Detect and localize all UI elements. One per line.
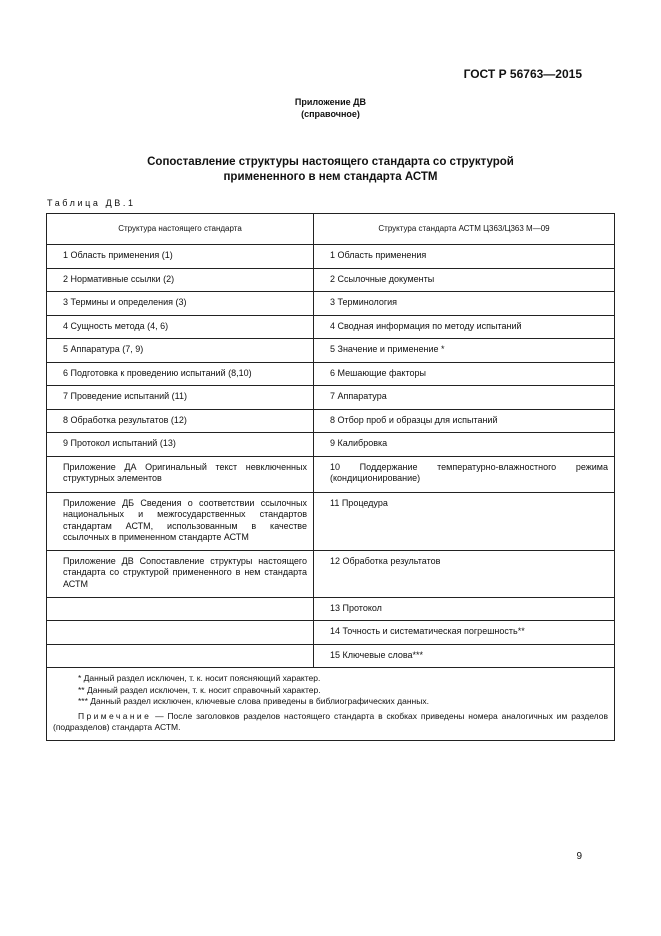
page-title (0, 155, 661, 185)
table-cell-right: 5 Значение и применение * (314, 339, 615, 363)
footnote: ** Данный раздел исключен, т. к. носит справочный характер. (78, 684, 321, 695)
table-row (47, 433, 615, 457)
note-text: — После заголовков разделов настоящего стандарта в скобках приведены номера аналогичных им разделов (подразделов) стандарта АСТМ. (53, 710, 608, 732)
table-label: Таблица ДВ.1 (47, 198, 136, 208)
table-cell-left: 3 Термины и определения (3) (47, 292, 314, 316)
table-cell-right: 8 Отбор проб и образцы для испытаний (314, 409, 615, 433)
table-cell-left: 7 Проведение испытаний (11) (47, 386, 314, 410)
page-number: 9 (576, 851, 582, 862)
table-row (47, 456, 615, 492)
appendix-heading (0, 96, 661, 120)
table-notes-row (47, 668, 615, 741)
table-cell-left: Приложение ДВ Сопоставление структуры настоящего стандарта со структурой примененного в нем стандарта АСТМ (47, 550, 314, 597)
table-header-row (47, 214, 615, 245)
footnote: *** Данный раздел исключен, ключевые слова приведены в библиографических данных. (78, 696, 429, 706)
column-header-national: Структура настоящего стандарта (47, 214, 314, 245)
table-cell-left: 1 Область применения (1) (47, 245, 314, 269)
table-cell-right: 10 Поддержание температурно-влажностного режима (кондиционирование) (314, 456, 615, 492)
table-cell-right: 11 Процедура (314, 492, 615, 550)
table-cell-left: Приложение ДБ Сведения о соответствии ссылочных национальных и межгосударственных стандартов стандартам АСТМ, использованным в качестве ссылочных в примененном стандарте АСТМ (47, 492, 314, 550)
table-row (47, 245, 615, 269)
table-cell-right: 12 Обработка результатов (314, 550, 615, 597)
note-label: Примечание (78, 710, 152, 721)
table-cell-left (47, 597, 314, 621)
table-cell-right: 7 Аппаратура (314, 386, 615, 410)
table-cell-right: 3 Терминология (314, 292, 615, 316)
appendix-title: Приложение ДВ (294, 97, 367, 107)
table-cell-left: 4 Сущность метода (4, 6) (47, 315, 314, 339)
table-row (47, 339, 615, 363)
table-cell-left: 6 Подготовка к проведению испытаний (8,10) (47, 362, 314, 386)
footnote: * Данный раздел исключен, т. к. носит поясняющий характер. (78, 673, 321, 683)
appendix-subtitle: (справочное) (301, 109, 360, 119)
table-cell-right: 14 Точность и систематическая погрешность** (314, 621, 615, 645)
table-row (47, 597, 615, 621)
table-cell-left (47, 644, 314, 668)
page-title-line1: Сопоставление структуры настоящего стандарта со структурой (147, 156, 514, 168)
table-cell-left (47, 621, 314, 645)
column-header-astm: Структура стандарта АСТМ Ц363/Ц363 М—09 (314, 214, 615, 245)
table-cell-left: 8 Обработка результатов (12) (47, 409, 314, 433)
table-cell-left: 2 Нормативные ссылки (2) (47, 268, 314, 292)
table-cell-left: 5 Аппаратура (7, 9) (47, 339, 314, 363)
table-cell-right: 2 Ссылочные документы (314, 268, 615, 292)
table-cell-right: 13 Протокол (314, 597, 615, 621)
table-cell-left: Приложение ДА Оригинальный текст невключенных структурных элементов (47, 456, 314, 492)
table-row (47, 268, 615, 292)
table-row (47, 292, 615, 316)
table-cell-right: 6 Мешающие факторы (314, 362, 615, 386)
table-row (47, 492, 615, 550)
document-code: ГОСТ Р 56763—2015 (463, 67, 582, 81)
table-cell-right: 1 Область применения (314, 245, 615, 269)
page-title-line2: примененного в нем стандарта АСТМ (223, 171, 438, 183)
comparison-table (46, 213, 615, 741)
table-cell-left: 9 Протокол испытаний (13) (47, 433, 314, 457)
table-row (47, 315, 615, 339)
table-cell-right: 4 Сводная информация по методу испытаний (314, 315, 615, 339)
table-cell-right: 15 Ключевые слова*** (314, 644, 615, 668)
table-row (47, 409, 615, 433)
table-cell-right: 9 Калибровка (314, 433, 615, 457)
table-note (53, 711, 608, 734)
table-row (47, 386, 615, 410)
table-row (47, 644, 615, 668)
table-row (47, 621, 615, 645)
table-notes-cell (47, 668, 615, 741)
table-row (47, 550, 615, 597)
table-row (47, 362, 615, 386)
